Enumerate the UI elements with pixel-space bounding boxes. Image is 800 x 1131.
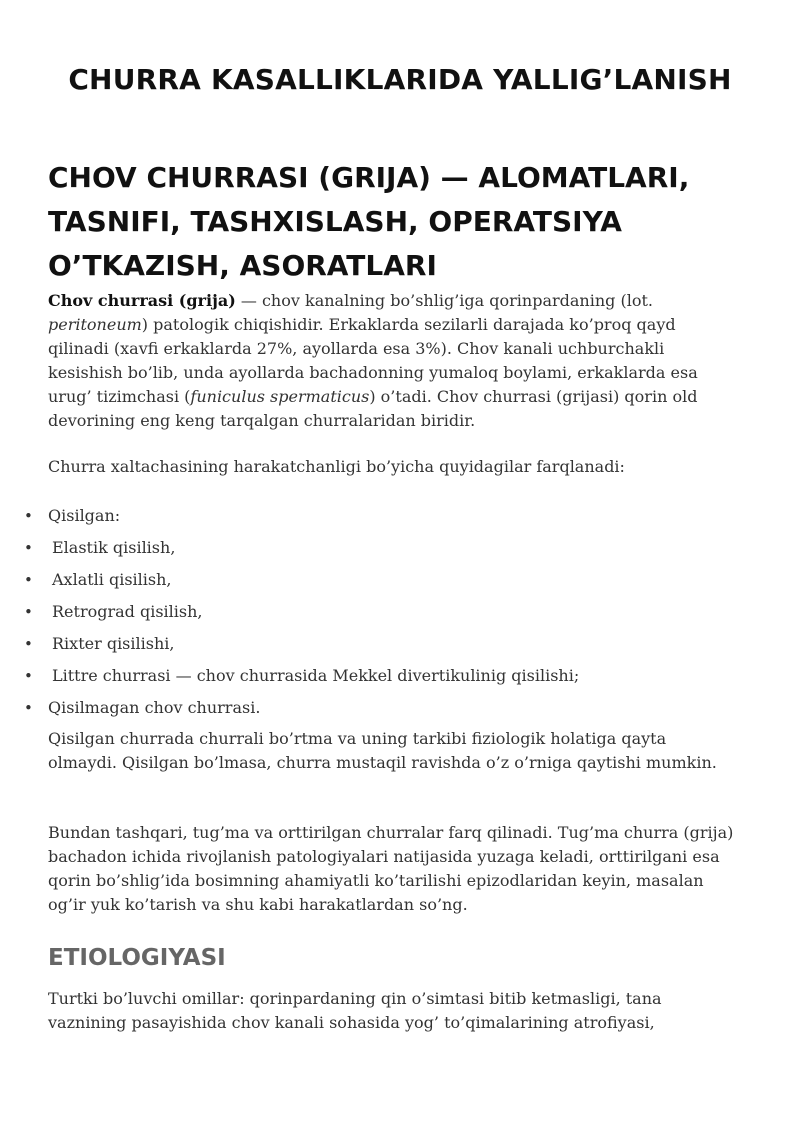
etiology-heading: ETIOLOGIYASI [48,945,226,971]
list-item: • Retrograd qisilish, [0,600,579,632]
list-item: • Qisilgan: [0,504,579,536]
intro-text-2: ) patologik chiqishidir. Erkaklarda sezilarli darajada ko’proq qayd qilinadi (xavfi erkaklarda 27%, ayollarda esa 3%). Chov kanali uchburchakli kesishish bo’lib, unda ayollarda bachadonning yumaloq boylami, erkaklarda esa urug’ tizimchasi ( [48,315,698,406]
section-title: CHOV CHURRASI (GRIJA) — ALOMATLARI, TASNIFI, TASHXISLASH, OPERATSIYA O’TKAZISH, ASORATLARI [48,161,690,282]
intro-paragraph [48,289,738,433]
list-item: • Rixter qisilishi, [0,632,579,664]
intro-latin-funiculus: funiculus spermaticus [190,387,370,406]
intro-text-3: ) o’tadi. Chov churrasi (grijasi) qorin old devorining eng keng tarqalgan churralaridan biridir. [48,387,698,430]
list-item: • Axlatli qisilish, [0,568,579,600]
list-intro-paragraph: Churra xaltachasining harakatchanligi bo’yicha quyidagilar farqlanadi: [48,457,625,476]
reducible-paragraph: Qisilgan churrada churrali bo’rtma va uning tarkibi fiziologik holatiga qayta olmaydi. Qisilgan bo’lmasa, churra mustaqil ravishda o’z o’rniga qaytishi mumkin. [48,729,717,772]
intro-latin-peritoneum: peritoneum [48,315,142,334]
document-title: CHURRA KASALLIKLARIDA YALLIG’LANISH [68,63,732,96]
list-item: • Qisilmagan chov churrasi. [0,696,579,728]
intro-text-1: — chov kanalning bo’shlig’iga qorinpardaning (lot. [235,291,653,310]
etiology-paragraph: Turtki bo’luvchi omillar: qorinpardaning qin o’simtasi bitib ketmasligi, tana vaznining pasayishida chov kanali sohasida yog’ to’qimalarining atrofiyasi, [48,989,662,1032]
intro-term: Chov churrasi (grija) [48,291,236,310]
list-item: • Elastik qisilish, [0,536,579,568]
classification-list [0,504,579,728]
list-item: • Littre churrasi — chov churrasida Mekkel divertikulinig qisilishi; [0,664,579,696]
congenital-paragraph: Bundan tashqari, tug’ma va orttirilgan churralar farq qilinadi. Tug’ma churra (grija) bachadon ichida rivojlanish patologiyalari natijasida yuzaga keladi, orttirilgani esa qorin bo’shlig’ida bosimning ahamiyatli ko’tarilishi epizodlaridan keyin, masalan og’ir yuk ko’tarish va shu kabi harakatlardan so’ng. [48,823,734,914]
